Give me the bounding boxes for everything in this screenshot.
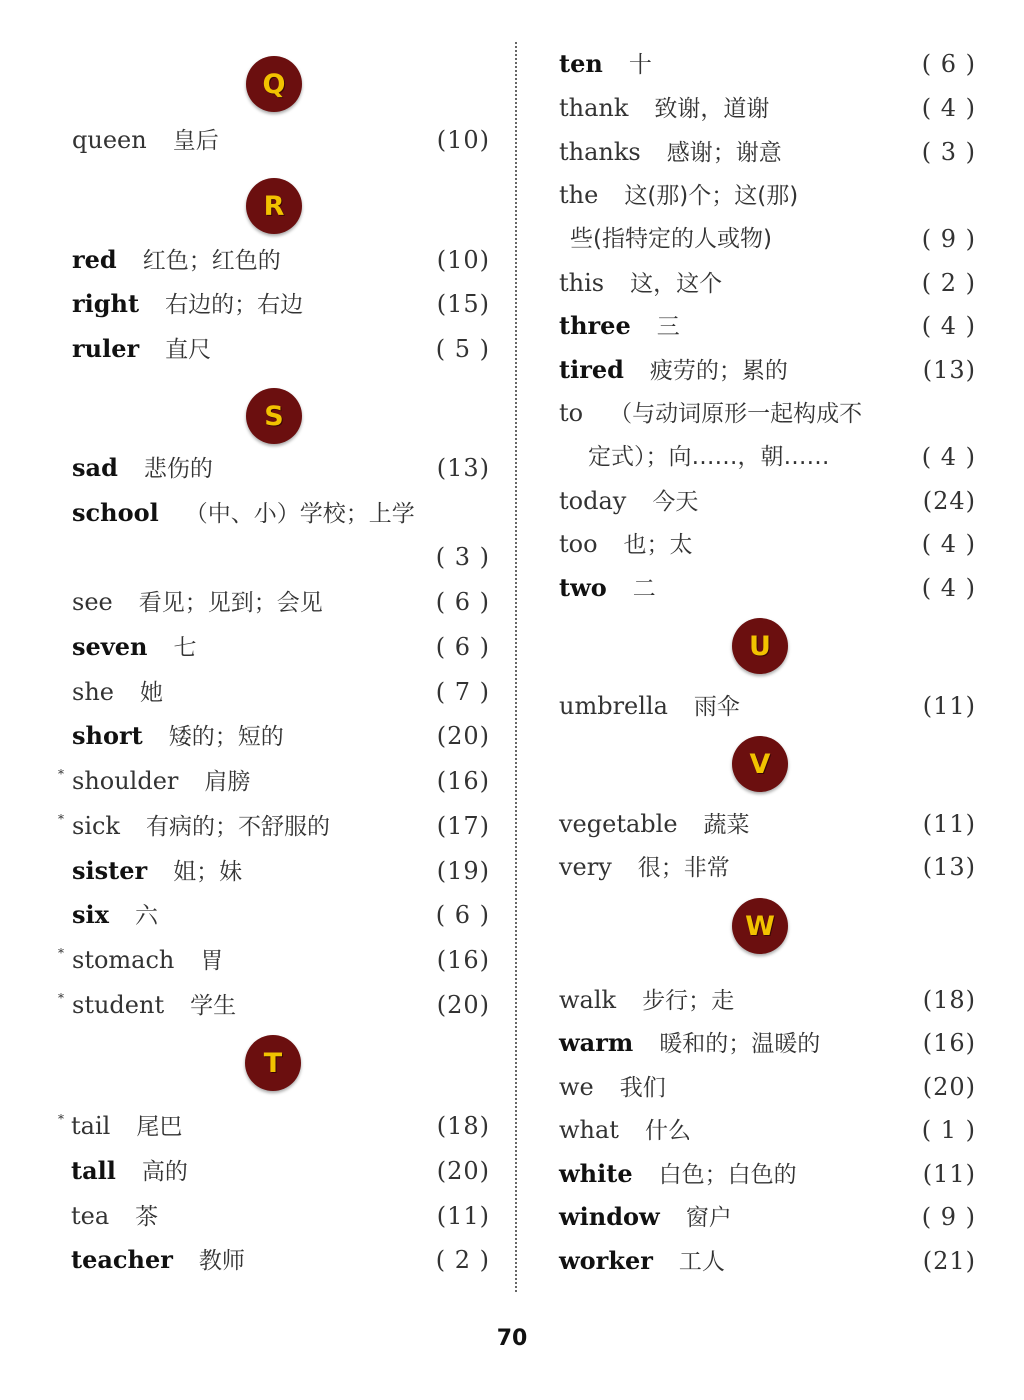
- entry-thanks: thanks 感谢；谢意 ( 3 ): [559, 138, 976, 166]
- entry-the-page: ( 9 ): [921, 225, 976, 253]
- entry-warm: warm 暖和的；温暖的 (16): [559, 1028, 976, 1057]
- letter-badge-w: W: [732, 898, 788, 954]
- entry-two: two 二 ( 4 ): [559, 573, 976, 602]
- entry-this: this 这，这个 ( 2 ): [559, 269, 976, 297]
- entry-seven: seven 七 ( 6 ): [72, 632, 490, 661]
- entry-tall: tall 高的 (20): [71, 1156, 490, 1185]
- entry-shoulder: shoulder 肩膀 (16): [72, 767, 490, 795]
- entry-stomach: stomach 胃 (16): [72, 946, 490, 974]
- entry-school-page: ( 3 ): [435, 543, 490, 571]
- entry-she: she 她 ( 7 ): [72, 678, 490, 706]
- star-mark: *: [58, 946, 64, 960]
- column-divider: [515, 42, 517, 1292]
- entry-we: we 我们 (20): [559, 1073, 976, 1101]
- star-mark: *: [58, 812, 64, 826]
- entry-too: too 也；太 ( 4 ): [559, 530, 976, 558]
- entry-tired: tired 疲劳的；累的 (13): [559, 355, 976, 384]
- star-mark: *: [58, 1112, 64, 1126]
- entry-sick: sick 有病的；不舒服的 (17): [72, 812, 490, 840]
- entry-teacher: teacher 教师 ( 2 ): [71, 1245, 490, 1274]
- entry-ten: ten 十 ( 6 ): [559, 49, 976, 78]
- entry-to: to （与动词原形一起构成不: [559, 399, 863, 427]
- entry-the: the 这(那)个；这(那): [559, 181, 799, 209]
- entry-worker: worker 工人 (21): [559, 1246, 976, 1275]
- entry-sad: sad 悲伤的 (13): [72, 453, 490, 482]
- entry-red: red 红色；红色的 (10): [72, 245, 490, 274]
- entry-right: right 右边的；右边 (15): [72, 289, 490, 318]
- star-mark: *: [58, 991, 64, 1005]
- entry-umbrella: umbrella 雨伞 (11): [559, 692, 976, 720]
- entry-sister: sister 姐；妹 (19): [72, 856, 490, 885]
- entry-ruler: ruler 直尺 ( 5 ): [72, 334, 490, 363]
- star-mark: *: [58, 767, 64, 781]
- entry-window: window 窗户 ( 9 ): [559, 1202, 976, 1231]
- entry-three: three 三 ( 4 ): [559, 311, 976, 340]
- entry-vegetable: vegetable 蔬菜 (11): [559, 810, 976, 838]
- entry-walk: walk 步行；走 (18): [559, 986, 976, 1014]
- entry-student: student 学生 (20): [72, 991, 490, 1019]
- entry-very: very 很；非常 (13): [559, 853, 976, 881]
- entry-tail: tail 尾巴 (18): [71, 1112, 490, 1140]
- entry-queen: queen 皇后 (10): [72, 126, 490, 154]
- entry-to-continuation: 定式）；向……，朝……: [588, 444, 830, 470]
- entry-white: white 白色；白色的 (11): [559, 1159, 976, 1188]
- entry-see: see 看见；见到；会见 ( 6 ): [72, 588, 490, 616]
- entry-the-continuation: 些(指特定的人或物): [570, 226, 772, 252]
- letter-badge-r: R: [246, 178, 302, 234]
- letter-badge-t: T: [245, 1035, 301, 1091]
- entry-to-page: ( 4 ): [921, 443, 976, 471]
- entry-today: today 今天 (24): [559, 487, 976, 515]
- letter-badge-q: Q: [246, 56, 302, 112]
- entry-tea: tea 茶 (11): [71, 1202, 490, 1230]
- entry-six: six 六 ( 6 ): [72, 900, 490, 929]
- page-number: 70: [496, 1326, 528, 1351]
- letter-badge-u: U: [732, 618, 788, 674]
- letter-badge-v: V: [732, 736, 788, 792]
- entry-thank: thank 致谢，道谢 ( 4 ): [559, 94, 976, 122]
- entry-school: school （中、小）学校；上学: [72, 498, 415, 527]
- letter-badge-s: S: [246, 388, 302, 444]
- entry-short: short 矮的；短的 (20): [72, 721, 490, 750]
- entry-what: what 什么 ( 1 ): [559, 1116, 976, 1144]
